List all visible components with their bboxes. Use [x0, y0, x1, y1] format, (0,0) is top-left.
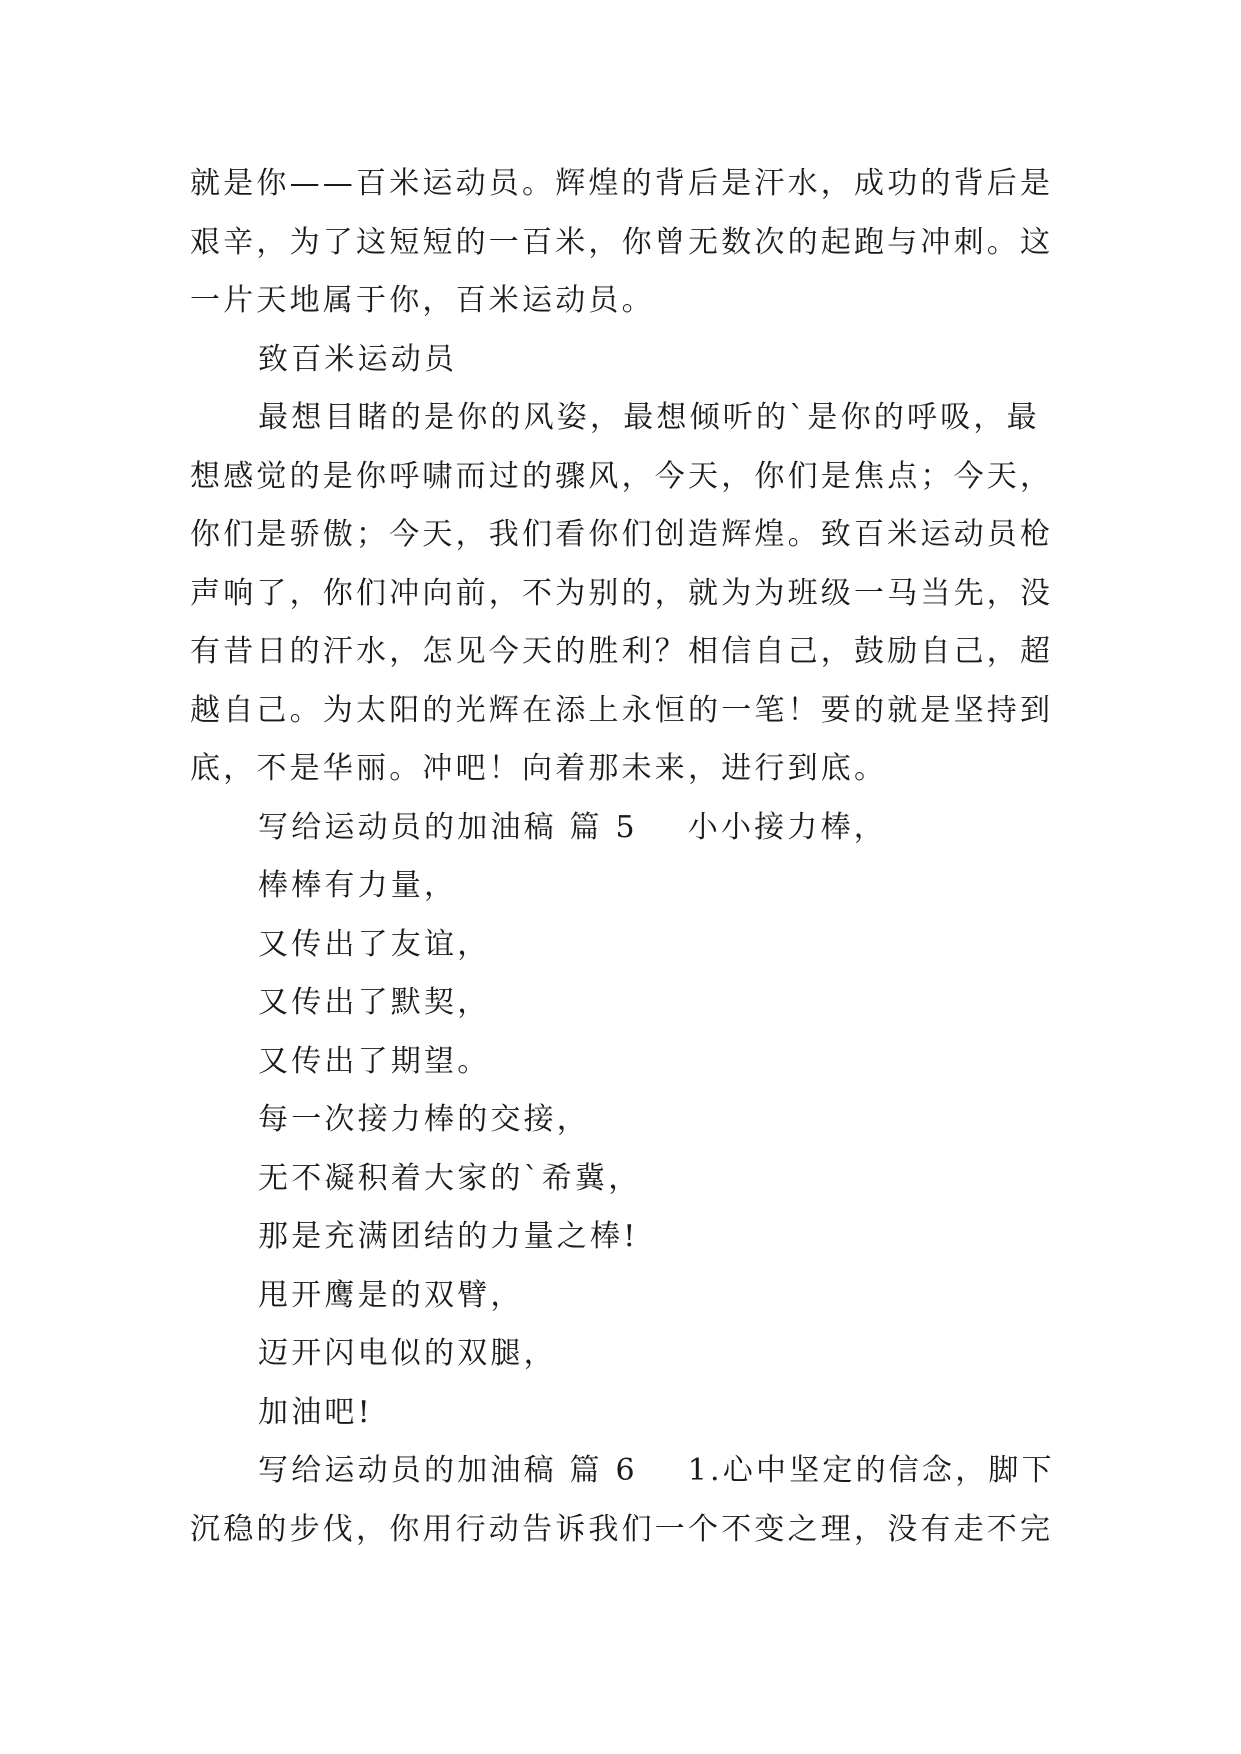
section-heading: 致百米运动员 [258, 341, 458, 377]
paragraph-line: 想感觉的是你呼啸而过的骤风，今天，你们是焦点；今天， [190, 458, 1054, 494]
section-title-line [190, 1442, 1060, 1501]
poem-line: 又传出了期望。 [258, 1043, 491, 1079]
paragraph-line: 底，不是华丽。冲吧！向着那未来，进行到底。 [190, 751, 888, 786]
paragraph-line: 就是你——百米运动员。辉煌的背后是汗水，成功的背后是 [190, 166, 1054, 201]
poem-line: 加油吧! [258, 1394, 373, 1430]
paragraph-line: 一片天地属于你，百米运动员。 [190, 283, 655, 318]
paragraph-line: 有昔日的汗水，怎见今天的胜利？相信自己，鼓励自己，超 [190, 634, 1054, 669]
poem-line: 那是充满团结的力量之棒! [258, 1219, 639, 1254]
poem-line: 每一次接力棒的交接， [258, 1102, 590, 1137]
section-title-line [190, 799, 1060, 858]
paragraph-text: 1.心中坚定的信念，脚下 [687, 1453, 1055, 1488]
document-body [190, 155, 1060, 1559]
section-title: 写给运动员的加油稿 篇 6 [258, 1453, 638, 1488]
paragraph-line: 最想目睹的是你的风姿，最想倾听的`是你的呼吸，最 [258, 400, 1040, 435]
paragraph-line: 声响了，你们冲向前，不为别的，就为为班级一马当先，没 [190, 575, 1054, 611]
section-title: 写给运动员的加油稿 篇 5 [258, 809, 638, 845]
poem-line: 小小接力棒， [687, 809, 887, 845]
paragraph-line: 沉稳的步伐，你用行动告诉我们一个不变之理，没有走不完 [190, 1511, 1054, 1547]
poem-line: 又传出了友谊， [258, 926, 491, 962]
paragraph-line: 越自己。为太阳的光辉在添上永恒的一笔！要的就是坚持到 [190, 692, 1054, 728]
paragraph-line: 艰辛，为了这短短的一百米，你曾无数次的起跑与冲刺。这 [190, 224, 1054, 260]
poem-line: 棒棒有力量， [258, 868, 458, 903]
poem-line: 迈开闪电似的双腿， [258, 1336, 557, 1371]
paragraph-line: 你们是骄傲；今天，我们看你们创造辉煌。致百米运动员枪 [190, 517, 1054, 552]
poem-line: 无不凝积着大家的`希冀， [258, 1160, 642, 1196]
poem-line: 甩开鹰是的双臂， [258, 1277, 524, 1313]
poem-line: 又传出了默契， [258, 985, 491, 1020]
